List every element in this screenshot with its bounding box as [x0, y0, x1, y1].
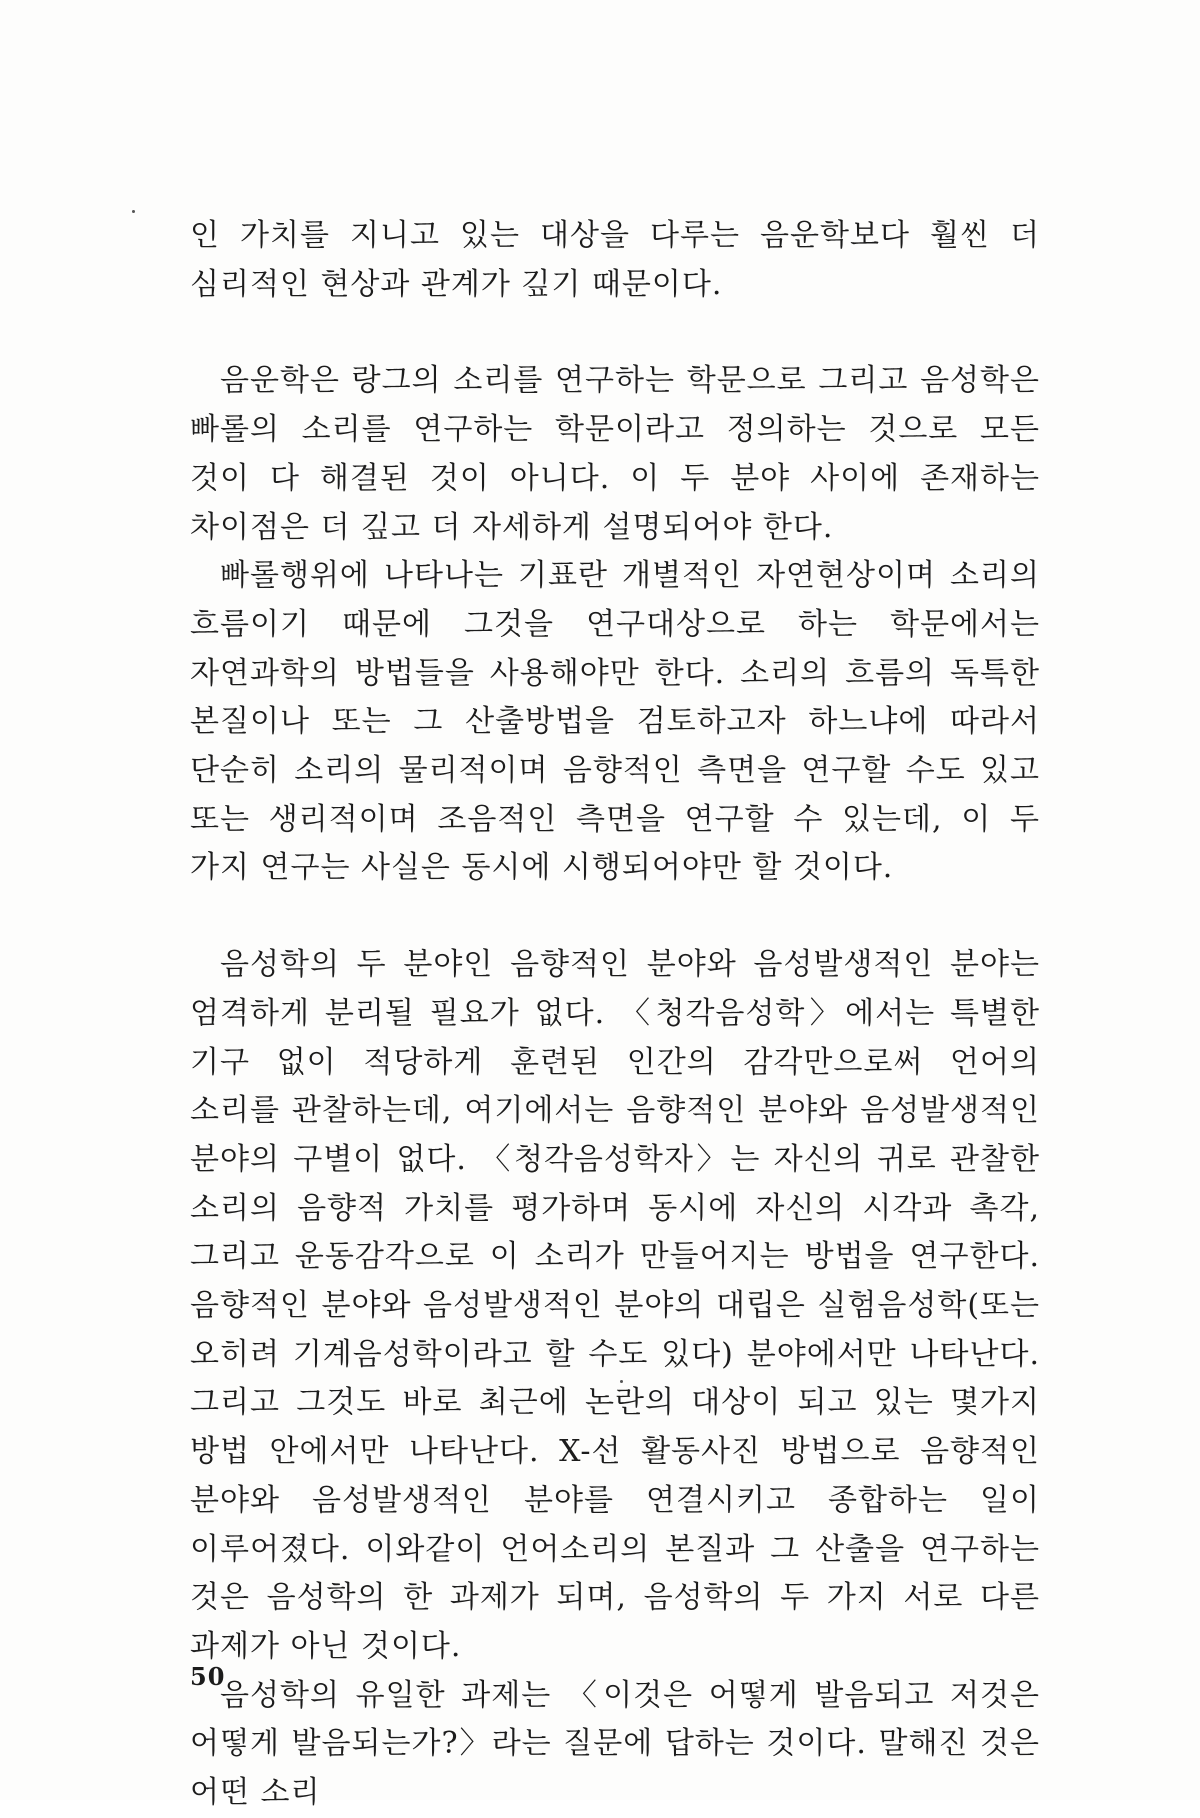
scan-speck	[132, 210, 135, 213]
paragraph-gap	[190, 893, 1040, 941]
paragraph-1: 인 가치를 지니고 있는 대상을 다루는 음운학보다 훨씬 더 심리적인 현상과 관계가 깊기 때문이다.	[190, 218, 1040, 302]
paragraph-2: 음운학은 랑그의 소리를 연구하는 학문으로 그리고 음성학은 빠롤의 소리를 연구하는 학문이라고 정의하는 것으로 모든 것이 다 해결된 것이 아니다. 이 두 분야 사이에 존재하는 차이점은 더 깊고 더 자세하게 설명되어야 한다.	[190, 363, 1040, 545]
page-number: 50	[190, 1662, 226, 1691]
scan-speck	[620, 1380, 623, 1383]
body-text	[190, 212, 1040, 1818]
paragraph-gap	[190, 309, 1040, 357]
paragraph-5: 음성학의 유일한 과제는 〈이것은 어떻게 발음되고 저것은 어떻게 발음되는가?〉라는 질문에 답하는 것이다. 말해진 것은 어떤 소리	[190, 1677, 1040, 1811]
paragraph-3: 빠롤행위에 나타나는 기표란 개별적인 자연현상이며 소리의 흐름이기 때문에 그것을 연구대상으로 하는 학문에서는 자연과학의 방법들을 사용해야만 한다. 소리의 흐름의 독특한 본질이나 또는 그 산출방법을 검토하고자 하느냐에 따라서 단순히 소리의 물리적이며 음향적인 측면을 연구할 수도 있고 또는 생리적이며 조음적인 측면을 연구할 수 있는데, 이 두 가지 연구는 사실은 동시에 시행되어야만 할 것이다.	[190, 558, 1040, 886]
paragraph-4: 음성학의 두 분야인 음향적인 분야와 음성발생적인 분야는 엄격하게 분리될 필요가 없다. 〈청각음성학〉에서는 특별한 기구 없이 적당하게 훈련된 인간의 감각만으로써 언어의 소리를 관찰하는데, 여기에서는 음향적인 분야와 음성발생적인 분야의 구별이 없다. 〈청각음성학자〉는 자신의 귀로 관찰한 소리의 음향적 가치를 평가하며 동시에 자신의 시각과 촉각, 그리고 운동감각으로 이 소리가 만들어지는 방법을 연구한다. 음향적인 분야와 음성발생적인 분야의 대립은 실험음성학(또는 오히려 기계음성학이라고 할 수도 있다) 분야에서만 나타난다. 그리고 그것도 바로 최근에 논란의 대상이 되고 있는 몇가지 방법 안에서만 나타난다. X-선 활동사진 방법으로 음향적인 분야와 음성발생적인 분야를 연결시키고 종합하는 일이 이루어졌다. 이와같이 언어소리의 본질과 그 산출을 연구하는 것은 음성학의 한 과제가 되며, 음성학의 두 가지 서로 다른 과제가 아닌 것이다.	[190, 947, 1040, 1664]
